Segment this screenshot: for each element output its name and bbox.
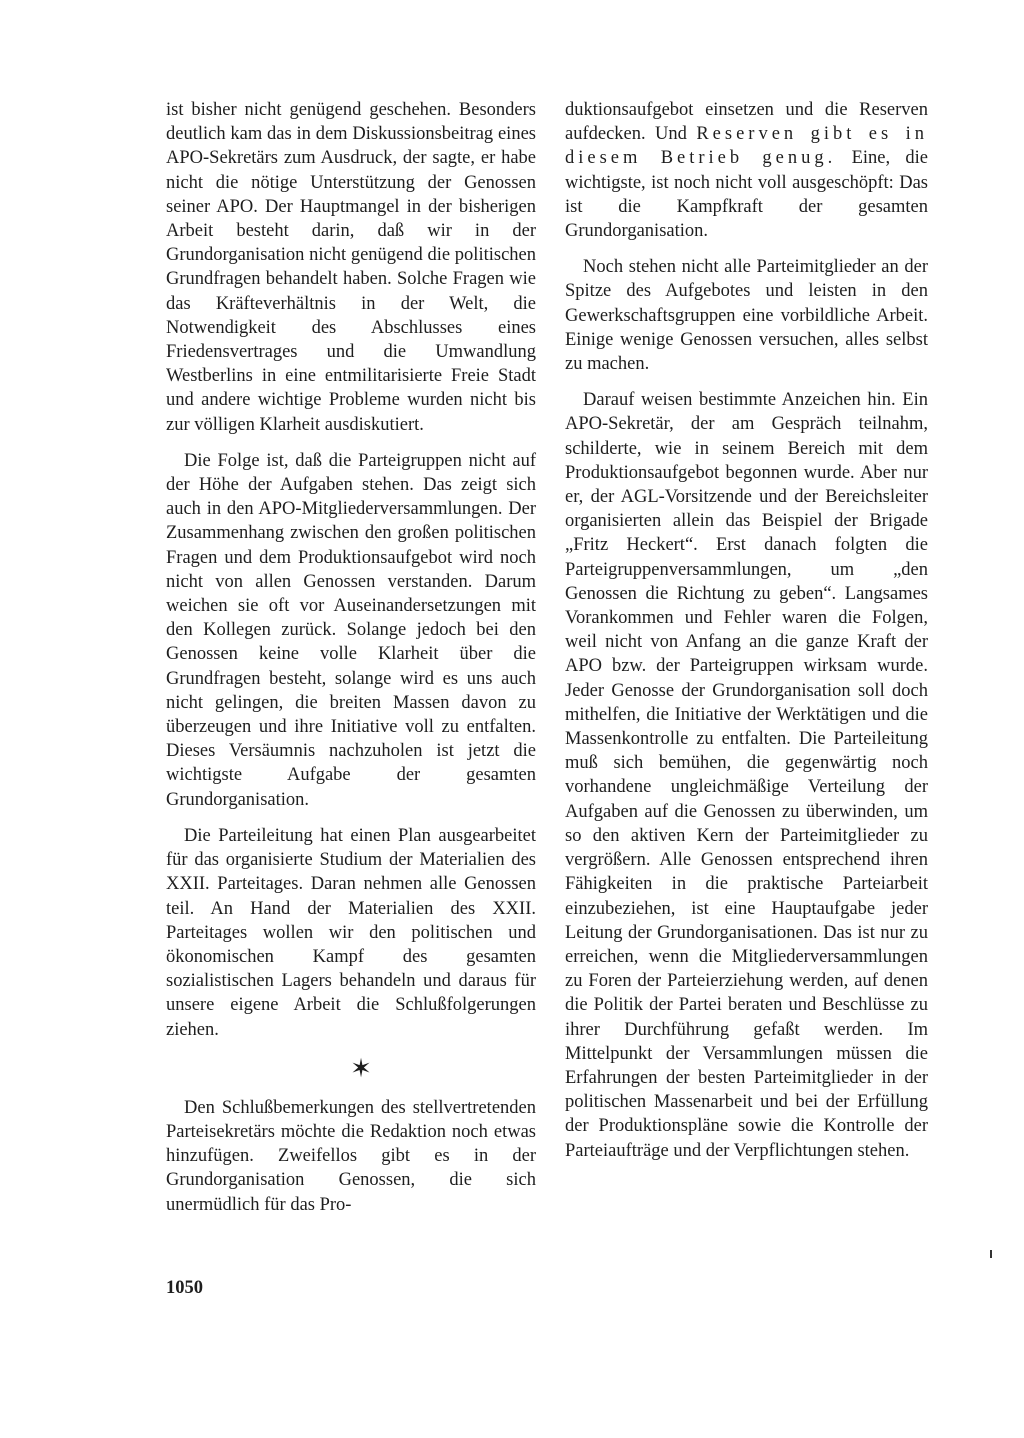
right-column [565, 98, 928, 1175]
scan-mark [990, 1250, 992, 1258]
paragraph: Die Parteileitung hat einen Plan ausgearbeitet für das organisierte Studium der Materialien des XXII. Parteitages. Daran nehmen alle Genossen teil. An Hand der Materialien des XXII. Parteitages wollen wir den politischen und ökonomischen Kampf des gesamten sozialistischen Lagers behandeln und daraus für unsere eigene Arbeit die Schlußfolgerungen ziehen. [166, 825, 536, 1040]
paragraph-text: Eine, die wichtigste, ist noch nicht voll ausgeschöpft: Das ist die Kampfkraft der gesamten Grundorganisation. [565, 148, 928, 242]
paragraph: Noch stehen nicht alle Parteimitglieder an der Spitze des Aufgebotes und leisten in den Gewerkschaftsgruppen eine vorbildliche Arbeit. Einige wenige Genossen versuchen, alles selbst zu machen. [565, 257, 928, 375]
paragraph: Darauf weisen bestimmte Anzeichen hin. Ein APO-Sekretär, der am Gespräch teilnahm, schilderte, wie in seinem Bereich mit dem Produktionsaufgebot begonnen wurde. Aber nur er, der AGL-Vorsitzende und der Bereichsleiter organisierten allein das Beispiel der Brigade „Fritz Heckert“. Erst danach folgten die Parteigruppenversammlungen, um „den Genossen die Richtung zu geben“. Langsames Vorankommen und Fehler waren die Folgen, weil nicht von Anfang an die ganze Kraft der APO bzw. der Parteigruppen wirksam wurde. Jeder Genosse der Grundorganisation soll doch mithelfen, die Initiative der Werktätigen und die Massenkontrolle zu entfalten. Die Parteileitung muß sich bemühen, die gegenwärtig noch vorhandene ungleichmäßige Verteilung der Aufgaben auf die Genossen zu überwinden, um so den aktiven Kern der Parteimitglieder zu vergrößern. Alle Genossen entsprechend ihren Fähigkeiten in die praktische Parteiarbeit einzubeziehen, ist eine Hauptaufgabe jeder Leitung der Grundorganisationen. Das ist nur zu erreichen, wenn die Mitgliederversammlungen zu Foren der Parteierziehung werden, auf denen die Politik der Partei beraten und Beschlüsse zu ihrer Durchführung gefaßt werden. Im Mittelpunkt der Versammlungen müssen die Erfahrungen der besten Parteimitglieder in der politischen Massenarbeit und bei der Erfüllung der Produktionspläne sowie die Kontrolle der Parteiaufträge und der Verpflichtungen stehen. [565, 390, 928, 1161]
paragraph-text: duktionsaufgebot einsetzen und die Reserven aufdecken. Und [565, 100, 928, 145]
paragraph: Die Folge ist, daß die Parteigruppen nicht auf der Höhe der Aufgaben stehen. Das zeigt sich auch in den APO-Mitgliederversammlungen. Der Zusammenhang zwischen den großen politischen Fragen und dem Produktionsaufgebot wird noch nicht von allen Genossen verstanden. Darum weichen sie oft vor Auseinandersetzungen mit den Kollegen zurück. Solange jedoch bei den Genossen keine volle Klarheit über die Grundfragen besteht, solange wird es uns auch nicht gelingen, die breiten Massen davon zu überzeugen und ihre Initiative voll zu entfalten. Dieses Versäumnis nachzuholen ist jetzt die wichtigste Aufgabe der gesamten Grundorganisation. [166, 450, 536, 810]
paragraph [565, 98, 928, 243]
left-column [166, 98, 536, 1229]
page-number: 1050 [166, 1278, 203, 1298]
paragraph: Den Schlußbemerkungen des stellvertretenden Parteisekretärs möchte die Redaktion noch etwas hinzufügen. Zweifellos gibt es in der Grundorganisation Genossen, die sich unermüdlich für das Pro- [166, 1097, 536, 1215]
paragraph: ist bisher nicht genügend geschehen. Besonders deutlich kam das in dem Diskussionsbeitrag eines APO-Sekretärs zum Ausdruck, der sagte, er habe nicht die nötige Unterstützung der Genossen seiner APO. Der Hauptmangel in der bisherigen Arbeit besteht darin, daß wir in der Grundorganisation nicht genügend die politischen Grundfragen behandelt haben. Solche Fragen wie das Kräfteverhältnis in der Welt, die Notwendigkeit des Abschlusses eines Friedensvertrages und die Umwandlung Westberlins in eine entmilitarisierte Freie Stadt und andere wichtige Probleme wurden nicht bis zur völligen Klarheit ausdiskutiert. [166, 100, 536, 435]
section-separator-asterisk: ✶ [350, 1053, 372, 1083]
emphasized-text: Reserven gibt es in diesem Betrieb genug. [565, 124, 928, 169]
